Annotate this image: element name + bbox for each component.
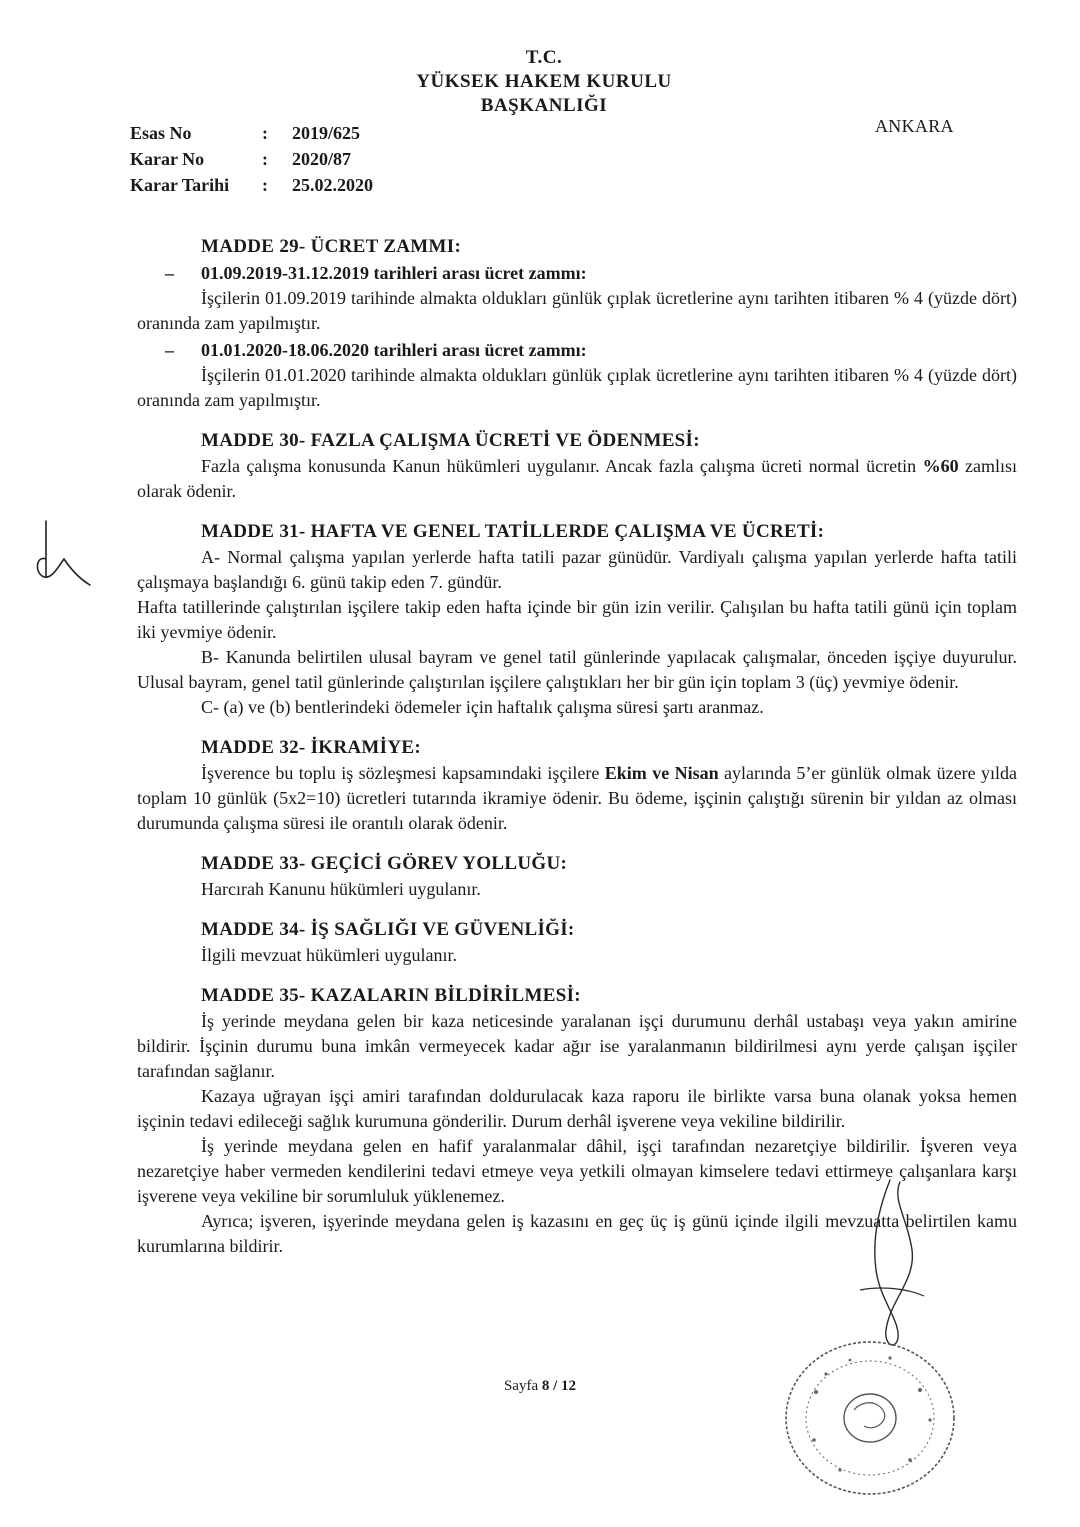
meta-value: 2020/87	[292, 149, 352, 169]
paragraph: Hafta tatillerinde çalıştırılan işçilere takip eden hafta içinde bir gün izin verilir. Çalışılan bu hafta tatili günü için toplam iki yevmiye ödenir.	[137, 597, 1017, 642]
dash-bullet: –	[165, 340, 174, 360]
page-prefix: Sayfa	[503, 1378, 542, 1394]
dash-bullet: –	[165, 263, 174, 283]
section-title: MADDE 35- KAZALARIN BİLDİRİLMESİ:	[201, 985, 581, 1006]
paragraph: İşçilerin 01.01.2020 tarihinde almakta oldukları günlük çıplak ücretlerine aynı tarihten itibaren % 4 (yüzde dört) oranında zam yapılmıştır.	[137, 365, 1017, 410]
section-madde-29	[137, 234, 1017, 413]
section-title: MADDE 30- FAZLA ÇALIŞMA ÜCRETİ VE ÖDENMESİ:	[201, 430, 700, 451]
subsection-heading	[137, 261, 1017, 286]
section-madde-32	[137, 735, 1017, 836]
section-madde-34	[137, 917, 1017, 968]
section-title: MADDE 31- HAFTA VE GENEL TATİLLERDE ÇALIŞMA VE ÜCRETİ:	[201, 521, 825, 542]
paragraph: İlgili mevzuat hükümleri uygulanır.	[201, 945, 457, 965]
meta-value: 2019/625	[292, 123, 361, 143]
text-run: İşverence bu toplu iş sözleşmesi kapsamındaki işçilere	[201, 763, 605, 783]
city-label: ANKARA	[875, 116, 954, 136]
meta-value: 25.02.2020	[292, 175, 373, 195]
section-title: MADDE 34- İŞ SAĞLIĞI VE GÜVENLİĞİ:	[201, 919, 575, 940]
header-line-tc: T.C.	[525, 47, 563, 68]
section-title: MADDE 33- GEÇİCİ GÖREV YOLLUĞU:	[201, 853, 568, 874]
paragraph: İş yerinde meydana gelen bir kaza neticesinde yaralanan işçi durumunu derhâl ustabaşı veya yakın amirine bildirir. İşçinin durumu buna imkân vermeyecek kadar ağır ise yaralanmanın bildirilmesi aynı yerde çalışan işçiler tarafından sağlanır.	[137, 1011, 1017, 1081]
bold-text-run: %60	[922, 456, 959, 476]
section-madde-33	[137, 851, 1017, 902]
section-title: MADDE 29- ÜCRET ZAMMI:	[201, 236, 462, 257]
meta-key: Karar No	[130, 149, 205, 169]
paragraph: İşçilerin 01.09.2019 tarihinde almakta oldukları günlük çıplak ücretlerine aynı tarihten itibaren % 4 (yüzde dört) oranında zam yapılmıştır.	[137, 288, 1017, 333]
paragraph: B- Kanunda belirtilen ulusal bayram ve genel tatil günlerinde yapılacak çalışmalar, önceden işçiye duyurulur. Ulusal bayram, genel tatil günlerinde çalıştırılan işçilere çalıştıkları her bir gün için toplam 3 (üç) yevmiye ödenir.	[137, 647, 1017, 692]
document-header	[0, 46, 1080, 118]
section-title: MADDE 32- İKRAMİYE:	[201, 737, 421, 758]
meta-key: Karar Tarihi	[130, 175, 230, 195]
paragraph	[137, 761, 1017, 836]
section-madde-31	[137, 519, 1017, 720]
section-madde-30	[137, 428, 1017, 504]
meta-colon: :	[262, 175, 268, 195]
header-line-presidency: BAŞKANLIĞI	[480, 95, 608, 116]
meta-row-karar	[130, 146, 373, 172]
paragraph	[137, 454, 1017, 504]
document-body	[137, 234, 1017, 1274]
meta-row-tarih	[130, 172, 373, 198]
paragraph: A- Normal çalışma yapılan yerlerde hafta tatili pazar günüdür. Vardiyalı çalışma yapılan yerlerde hafta tatili çalışmaya başlandığı 6. günü takip eden 7. gündür.	[137, 547, 1017, 592]
text-run: Fazla çalışma konusunda Kanun hükümleri uygulanır. Ancak fazla çalışma ücreti normal ücretin	[201, 456, 923, 476]
case-meta	[130, 120, 373, 198]
header-line-institution: YÜKSEK HAKEM KURULU	[416, 71, 672, 92]
page-count: 8 / 12	[541, 1378, 577, 1394]
meta-key: Esas No	[130, 123, 192, 143]
text-run: aylarında 5’er günlük olmak üzere yılda toplam 10 günlük (5x2=10) ücretleri tutarında ikramiye ödenir. Bu ödeme, işçinin çalıştığı sürenin bir yıldan az olması durumunda çalışma süresi ile orantılı olarak ödenir.	[137, 763, 1017, 833]
subsection-title: 01.01.2020-18.06.2020 tarihleri arası ücret zammı:	[201, 340, 587, 360]
subsection-title: 01.09.2019-31.12.2019 tarihleri arası ücret zammı:	[201, 263, 587, 283]
paragraph: Harcırah Kanunu hükümleri uygulanır.	[201, 879, 481, 899]
bold-text-run: Ekim ve Nisan	[604, 763, 719, 783]
paragraph: İş yerinde meydana gelen en hafif yaralanmalar dâhil, işçi tarafından nezaretçiye bildirilir. İşveren veya nezaretçiye haber vermeden kendilerini tedavi etmeye veya yetkili olmayan kimselere tedavi ettirmeye çalışanlara karşı işverene veya vekiline bir sorumluluk yüklenemez.	[137, 1136, 1017, 1206]
handwritten-initial-icon	[28, 515, 98, 590]
paragraph: Kazaya uğrayan işçi amiri tarafından doldurulacak kaza raporu ile birlikte varsa buna olanak yoksa hemen işçinin tedavi edileceği sağlık kurumuna gönderilir. Durum derhâl işverene veya vekiline bildirilir.	[137, 1086, 1017, 1131]
text-run: zamlısı olarak ödenir.	[137, 456, 1017, 501]
paragraph: Ayrıca; işveren, işyerinde meydana gelen iş kazasını en geç üç iş günü içinde ilgili mevzuatta belirtilen kamu kurumlarına bildirir.	[137, 1211, 1017, 1256]
official-stamp-icon	[770, 1330, 970, 1505]
meta-colon: :	[262, 123, 268, 143]
paragraph: C- (a) ve (b) bentlerindeki ödemeler için haftalık çalışma süresi şartı aranmaz.	[201, 697, 764, 717]
subsection-heading	[137, 338, 1017, 363]
meta-row-esas	[130, 120, 373, 146]
meta-colon: :	[262, 149, 268, 169]
